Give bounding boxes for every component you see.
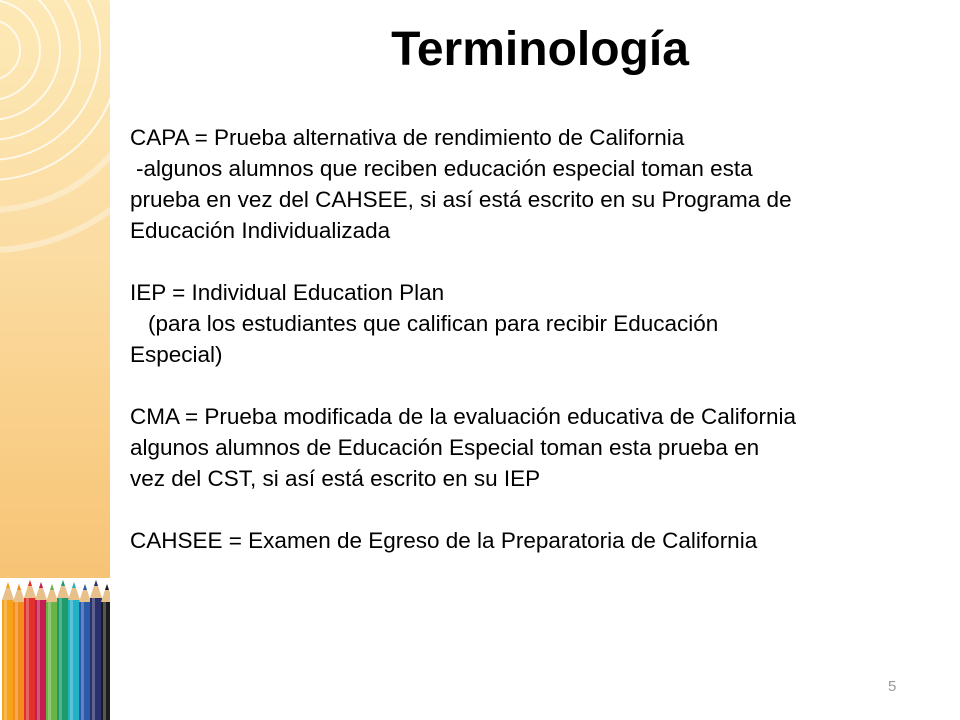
iep-detail-line: (para los estudiantes que califican para recibir Educación: [148, 311, 719, 336]
decorative-sidebar: [0, 0, 110, 720]
cma-detail-line: vez del CST, si así está escrito en su IEP: [130, 466, 541, 491]
slide-body: [130, 122, 930, 556]
colored-pencils-icon: [0, 578, 110, 720]
spacer: [130, 246, 930, 277]
iep-definition: IEP = Individual Education Plan: [130, 280, 445, 305]
capa-definition: CAPA = Prueba alternativa de rendimiento de California: [130, 125, 685, 150]
spacer: [130, 370, 930, 401]
cahsee-definition: CAHSEE = Examen de Egreso de la Preparatoria de California: [130, 528, 758, 553]
cma-definition: CMA = Prueba modificada de la evaluación educativa de California: [130, 404, 797, 429]
concentric-arcs-decoration: [0, 0, 110, 580]
cma-detail-line: algunos alumnos de Educación Especial toman esta prueba en: [130, 435, 760, 460]
capa-detail-line: prueba en vez del CAHSEE, si así está escrito en su Programa de: [130, 187, 792, 212]
page-number: 5: [888, 678, 897, 695]
capa-detail-line: Educación Individualizada: [130, 218, 391, 243]
spacer: [130, 494, 930, 525]
iep-detail-line: Especial): [130, 342, 223, 367]
slide-title: Terminología: [391, 23, 689, 76]
capa-detail-line: -algunos alumnos que reciben educación especial toman esta: [136, 156, 753, 181]
